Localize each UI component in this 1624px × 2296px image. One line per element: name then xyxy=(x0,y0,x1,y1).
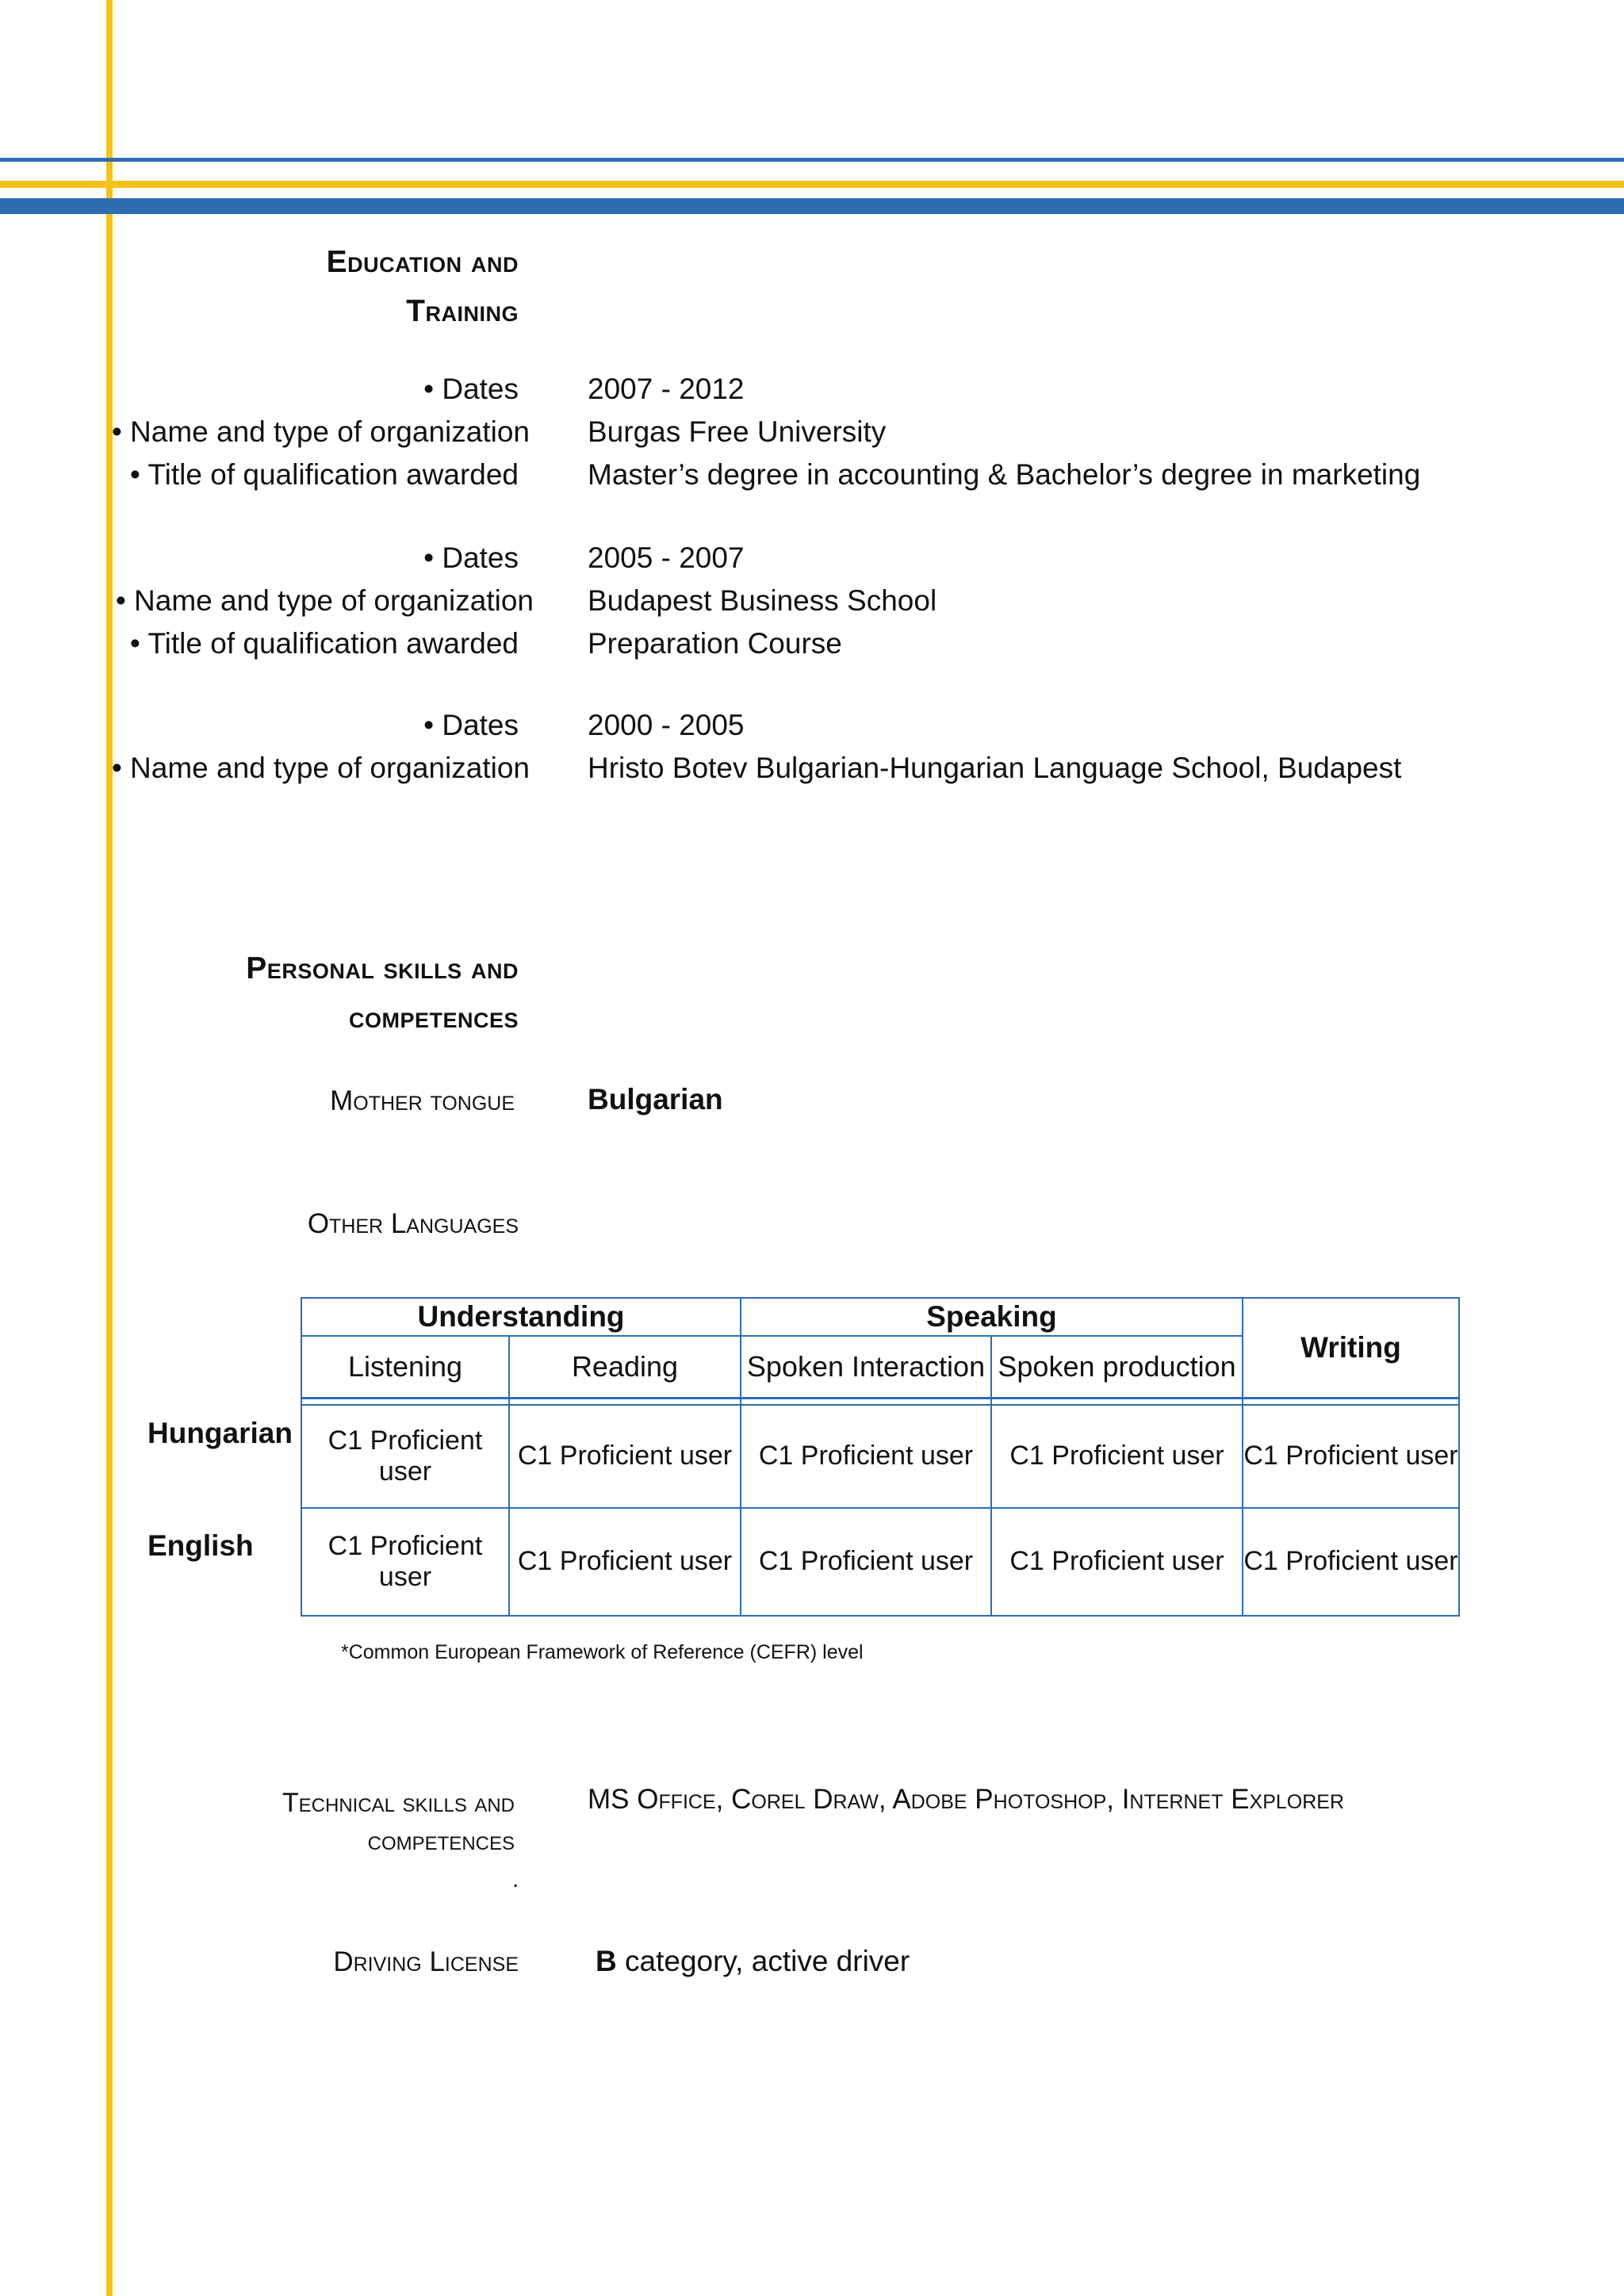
dates-label: • Dates xyxy=(423,373,519,405)
dates-label: • Dates xyxy=(423,541,519,574)
qualification-value: Master’s degree in accounting & Bachelor’s degree in marketing xyxy=(588,458,1421,491)
org-label: • Name and type of organization xyxy=(111,415,530,448)
qualification-label: • Title of qualification awarded xyxy=(129,458,519,491)
driving-license-label: Driving License xyxy=(333,1946,519,1977)
dates-value: 2000 - 2005 xyxy=(588,709,745,741)
blue-thick-rule xyxy=(0,198,1624,214)
cefr-footnote: *Common European Framework of Reference (CEFR) level xyxy=(341,1641,864,1663)
level-cell: C1 Proficient user xyxy=(1243,1405,1459,1508)
org-label: • Name and type of organization xyxy=(111,752,530,784)
level-cell: C1 Proficient user xyxy=(741,1508,991,1616)
understanding-header: Understanding xyxy=(301,1298,741,1336)
org-value: Burgas Free University xyxy=(588,415,887,448)
table-row xyxy=(301,1508,1459,1616)
education-section-title: Education and Training xyxy=(326,245,519,328)
other-languages-label: Other Languages xyxy=(307,1208,519,1239)
language-hungarian: Hungarian xyxy=(147,1417,293,1449)
level-cell: C1 Proficient user xyxy=(991,1508,1243,1616)
mother-tongue-label: Mother tongue xyxy=(330,1085,515,1116)
mother-tongue-value: Bulgarian xyxy=(588,1083,723,1115)
qualification-value: Preparation Course xyxy=(588,627,842,660)
org-value: Budapest Business School xyxy=(588,584,937,617)
level-cell: C1 Proficient user xyxy=(301,1508,509,1616)
spoken-production-header: Spoken production xyxy=(991,1336,1243,1398)
speaking-header: Speaking xyxy=(741,1298,1243,1336)
dates-value: 2007 - 2012 xyxy=(588,373,745,405)
dates-value: 2005 - 2007 xyxy=(588,541,745,574)
level-cell: C1 Proficient user xyxy=(1243,1508,1459,1616)
writing-header: Writing xyxy=(1243,1298,1459,1398)
level-cell: C1 Proficient user xyxy=(301,1405,509,1508)
table-row xyxy=(301,1405,1459,1508)
level-cell: C1 Proficient user xyxy=(741,1405,991,1508)
org-value: Hristo Botev Bulgarian-Hungarian Language School, Budapest xyxy=(588,752,1402,784)
dates-label: • Dates xyxy=(423,709,519,741)
level-cell: C1 Proficient user xyxy=(991,1405,1243,1508)
language-table xyxy=(301,1297,1460,1617)
technical-skills-value: MS Office, Corel Draw, Adobe Photoshop, Internet Explorer xyxy=(588,1784,1345,1815)
spoken-interaction-header: Spoken Interaction xyxy=(741,1336,991,1398)
level-cell: C1 Proficient user xyxy=(509,1405,741,1508)
language-english: English xyxy=(147,1529,254,1562)
listening-header: Listening xyxy=(301,1336,509,1398)
blue-top-rule xyxy=(0,158,1624,162)
technical-dot: . xyxy=(512,1866,519,1892)
org-label: • Name and type of organization xyxy=(115,584,534,617)
yellow-rule xyxy=(0,181,1624,188)
level-cell: C1 Proficient user xyxy=(509,1508,741,1616)
skills-section-title: Personal skills and competences xyxy=(246,951,519,1035)
yellow-vertical-rule xyxy=(106,0,113,2296)
qualification-label: • Title of qualification awarded xyxy=(129,627,519,660)
driving-license-value: B category, active driver xyxy=(596,1945,910,1977)
technical-skills-label: Technical skills and competences xyxy=(282,1788,515,1856)
reading-header: Reading xyxy=(509,1336,741,1398)
